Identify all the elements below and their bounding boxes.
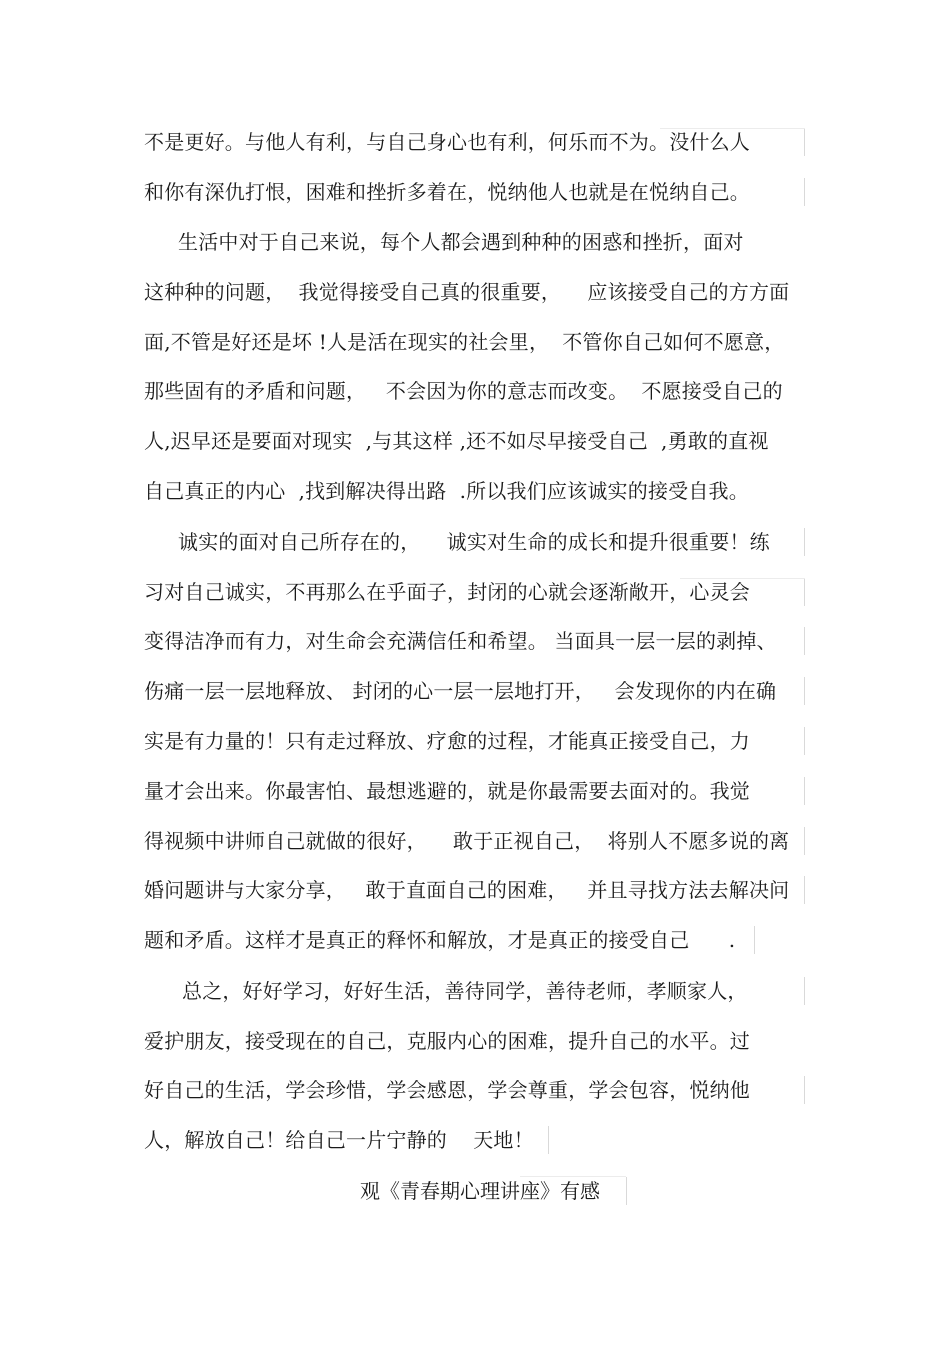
text-line: 这种种的问题， 我觉得接受自己真的很重要， 应该接受自己的方方面	[144, 280, 790, 304]
text-line: 不是更好。与他人有利，与自己身心也有利，何乐而不为。没什么人	[144, 130, 750, 154]
paragraph-first-line: 生活中对于自己来说，每个人都会遇到种种的困惑和挫折，面对	[178, 230, 744, 254]
scan-rule	[626, 1177, 627, 1205]
scan-rule	[804, 677, 805, 705]
text-line: 变得洁净而有力，对生命会充满信任和希望。 当面具一层一层的剥掉、	[144, 629, 777, 653]
text-line: 好自己的生活，学会珍惜，学会感恩，学会尊重，学会包容，悦纳他	[144, 1078, 750, 1102]
scan-rule	[804, 1076, 805, 1104]
text-line: 面,不管是好还是坏 !人是活在现实的社会里， 不管你自己如何不愿意，	[144, 330, 785, 354]
text-line: 习对自己诚实，不再那么在乎面子，封闭的心就会逐渐敞开，心灵会	[144, 580, 750, 604]
scan-rule	[804, 827, 805, 855]
paragraph-first-line: 诚实的面对自己所存在的， 诚实对生命的成长和提升很重要！练	[178, 530, 770, 554]
text-line: 伤痛一层一层地释放、 封闭的心一层一层地打开， 会发现你的内在确	[144, 679, 777, 703]
scan-rule	[804, 528, 805, 556]
scan-rule	[804, 128, 805, 156]
scan-rule	[754, 926, 755, 954]
next-article-title: 观《青春期心理讲座》有感	[360, 1179, 600, 1203]
scan-rule	[804, 578, 805, 606]
scan-rule	[680, 578, 805, 579]
scan-rule	[804, 777, 805, 805]
text-line: 自己真正的内心 ,找到解决得出路 .所以我们应该诚实的接受自我。	[144, 479, 749, 503]
scan-rule	[804, 977, 805, 1005]
text-line: 爱护朋友，接受现在的自己，克服内心的困难，提升自己的水平。过	[144, 1029, 750, 1053]
text-line: 人，解放自己！给自己一片宁静的 天地！	[144, 1128, 534, 1152]
scan-rule	[804, 876, 805, 904]
text-line: 量才会出来。你最害怕、最想逃避的，就是你最需要去面对的。我觉	[144, 779, 750, 803]
scan-rule	[804, 727, 805, 755]
scan-rule	[804, 178, 805, 206]
text-line: 实是有力量的！只有走过释放、疗愈的过程，才能真正接受自己，力	[144, 729, 750, 753]
scan-rule	[660, 128, 805, 129]
text-line: 婚问题讲与大家分享， 敢于直面自己的困难， 并且寻找方法去解决问	[144, 878, 790, 902]
scan-rule	[804, 627, 805, 655]
text-line: 题和矛盾。这样才是真正的释怀和解放，才是真正的接受自己 .	[144, 928, 736, 952]
text-line: 人,迟早还是要面对现实 ,与其这样 ,还不如尽早接受自己 ,勇敢的直视	[144, 429, 769, 453]
paragraph-first-line: 总之，好好学习，好好生活，善待同学，善待老师，孝顺家人，	[182, 979, 748, 1003]
text-line: 和你有深仇打恨，困难和挫折多着在，悦纳他人也就是在悦纳自己。	[144, 180, 750, 204]
scan-rule	[520, 1176, 626, 1177]
text-line: 那些固有的矛盾和问题， 不会因为你的意志而改变。 不愿接受自己的	[144, 379, 783, 403]
scan-rule	[548, 1126, 549, 1154]
text-line: 得视频中讲师自己就做的很好， 敢于正视自己， 将别人不愿多说的离	[144, 829, 790, 853]
